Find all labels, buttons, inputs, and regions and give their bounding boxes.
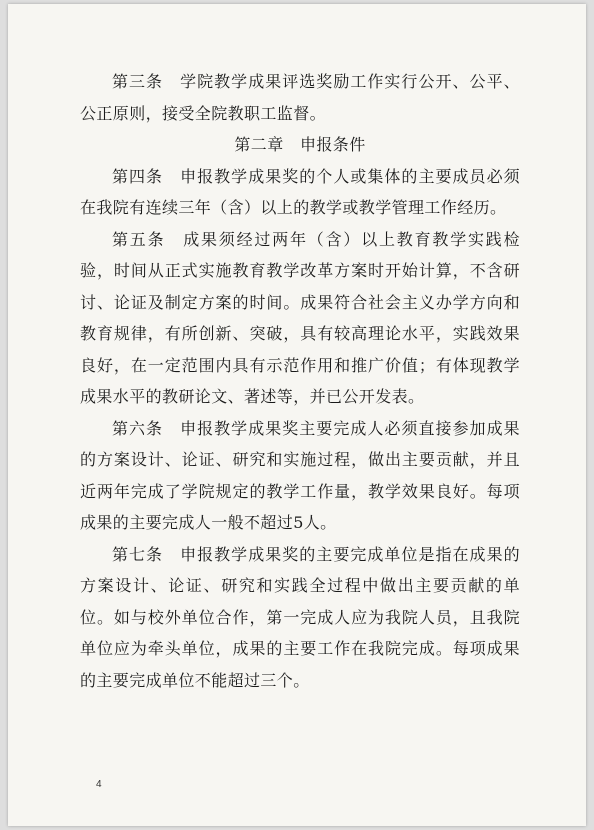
document-page [8, 4, 586, 826]
document-body [80, 66, 520, 696]
page-number: 4 [96, 779, 102, 790]
article-7: 第七条 申报教学成果奖的主要完成单位是指在成果的方案设计、论证、研究和实践全过程中做出主要贡献的单位。如与校外单位合作，第一完成人应为我院人员，且我院单位应为牵头单位，成果的主要工作在我院完成。每项成果的主要完成单位不能超过三个。 [80, 544, 520, 690]
article-3: 第三条 学院教学成果评选奖励工作实行公开、公平、公正原则，接受全院教职工监督。 [80, 72, 520, 123]
article-6: 第六条 申报教学成果奖主要完成人必须直接参加成果的方案设计、论证、研究和实施过程，做出主要贡献，并且近两年完成了学院规定的教学工作量，教学效果良好。每项成果的主要完成人一般不超过5人。 [80, 418, 520, 532]
article-5: 第五条 成果须经过两年（含）以上教育教学实践检验，时间从正式实施教育教学改革方案时开始计算，不含研讨、论证及制定方案的时间。成果符合社会主义办学方向和教育规律，有所创新、突破，具有较高理论水平，实践效果良好，在一定范围内具有示范作用和推广价值；有体现教学成果水平的教研论文、著述等，并已公开发表。 [80, 229, 520, 406]
chapter-heading: 第二章 申报条件 [234, 135, 366, 154]
article-4: 第四条 申报教学成果奖的个人或集体的主要成员必须在我院有连续三年（含）以上的教学或教学管理工作经历。 [80, 166, 520, 217]
